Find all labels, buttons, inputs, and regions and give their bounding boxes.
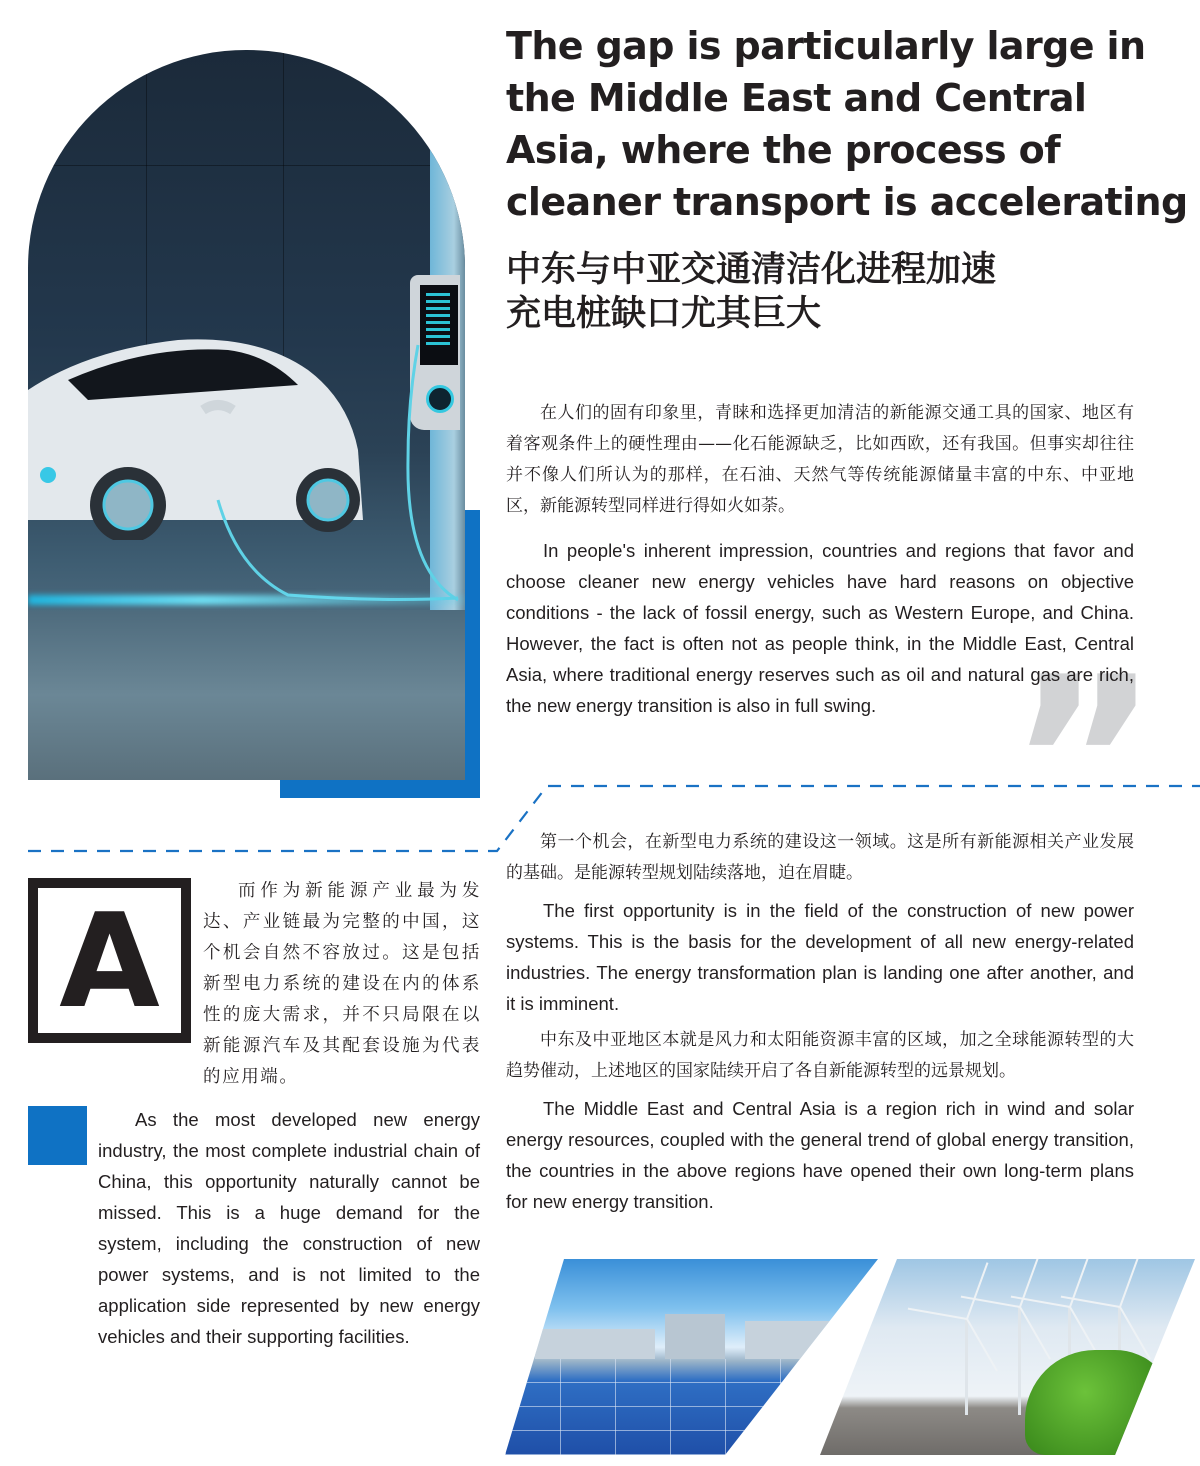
headline-en: The gap is particularly large in the Middle East and Central Asia, where the process of cleaner transport is accelerating <box>506 24 1188 224</box>
grass-covered-car <box>1025 1350 1175 1455</box>
headline-zh-line2: 充电桩缺口尤其巨大 <box>506 294 822 334</box>
region-paragraph-zh: 中东及中亚地区本就是风力和太阳能资源丰富的区域，加之全球能源转型的大趋势催动，上述地区的国家陆续开启了各自新能源转型的远景规划。 <box>506 1030 1134 1081</box>
building <box>665 1314 725 1359</box>
solar-panel-grid <box>505 1359 878 1455</box>
hero-image-ev-charging <box>28 50 465 780</box>
headline-zh-line1: 中东与中亚交通清洁化进程加速 <box>506 250 997 290</box>
left-paragraph-zh: 而作为新能源产业最为发达、产业链最为完整的中国，这个机会自然不容放过。这是包括新型电力系统的建设在内的体系性的庞大需求，并不只局限在以新能源汽车及其配套设施为代表的应用端。 <box>203 881 481 1087</box>
headline-zh <box>506 248 1196 336</box>
charging-cable <box>178 340 465 620</box>
dashed-divider <box>0 770 1200 870</box>
left-paragraph-en: As the most developed new energy industry, the most complete industrial chain of China, this opportunity naturally cannot be missed. This is a huge demand for the system, including the construction of new power systems, and is not limited to the application side represented by new energy vehicles and their supporting facilities. <box>98 1109 480 1347</box>
solar-panels-image <box>505 1259 878 1455</box>
building <box>535 1329 655 1359</box>
wind-turbines-image <box>820 1259 1195 1455</box>
region-paragraph-en: The Middle East and Central Asia is a region rich in wind and solar energy resources, coupled with the general trend of global energy transition, the countries in the above regions have opened their own long-term plans for new energy transition. <box>506 1098 1134 1212</box>
opportunity-paragraph-zh: 第一个机会，在新型电力系统的建设这一领域。这是所有新能源相关产业发展的基础。是能源转型规划陆续落地，迫在眉睫。 <box>506 832 1134 883</box>
intro-paragraph-en: In people's inherent impression, countries and regions that favor and choose cleaner new energy vehicles have hard reasons on objective conditions - the lack of fossil energy, such as Western Europe, and China. However, the fact is often not as people think, in the Middle East, Central Asia, where traditional energy reserves such as oil and natural gas are rich, the new energy transition is also in full swing. <box>506 540 1134 716</box>
wall-seam <box>28 165 465 166</box>
floor-glow <box>28 595 465 605</box>
drop-cap-letter: A <box>59 884 160 1037</box>
opportunity-paragraph-en: The first opportunity is in the field of the construction of new power systems. This is the basis for the development of all new energy-related industries. The energy transformation plan is landing one after another, and it is imminent. <box>506 900 1134 1014</box>
closing-quote-icon: ” <box>1008 629 1160 896</box>
building <box>745 1321 855 1359</box>
drop-cap-box <box>28 878 191 1043</box>
floor <box>28 610 465 780</box>
intro-paragraph-zh: 在人们的固有印象里，青睐和选择更加清洁的新能源交通工具的国家、地区有着客观条件上的硬性理由——化石能源缺乏，比如西欧，还有我国。但事实却往往并不像人们所认为的那样，在石油、天然气等传统能源储量丰富的中东、中亚地区，新能源转型同样进行得如火如荼。 <box>506 403 1134 516</box>
wind-turbine <box>1018 1307 1021 1415</box>
wind-turbine <box>965 1319 968 1415</box>
blue-square-marker <box>28 1106 87 1165</box>
